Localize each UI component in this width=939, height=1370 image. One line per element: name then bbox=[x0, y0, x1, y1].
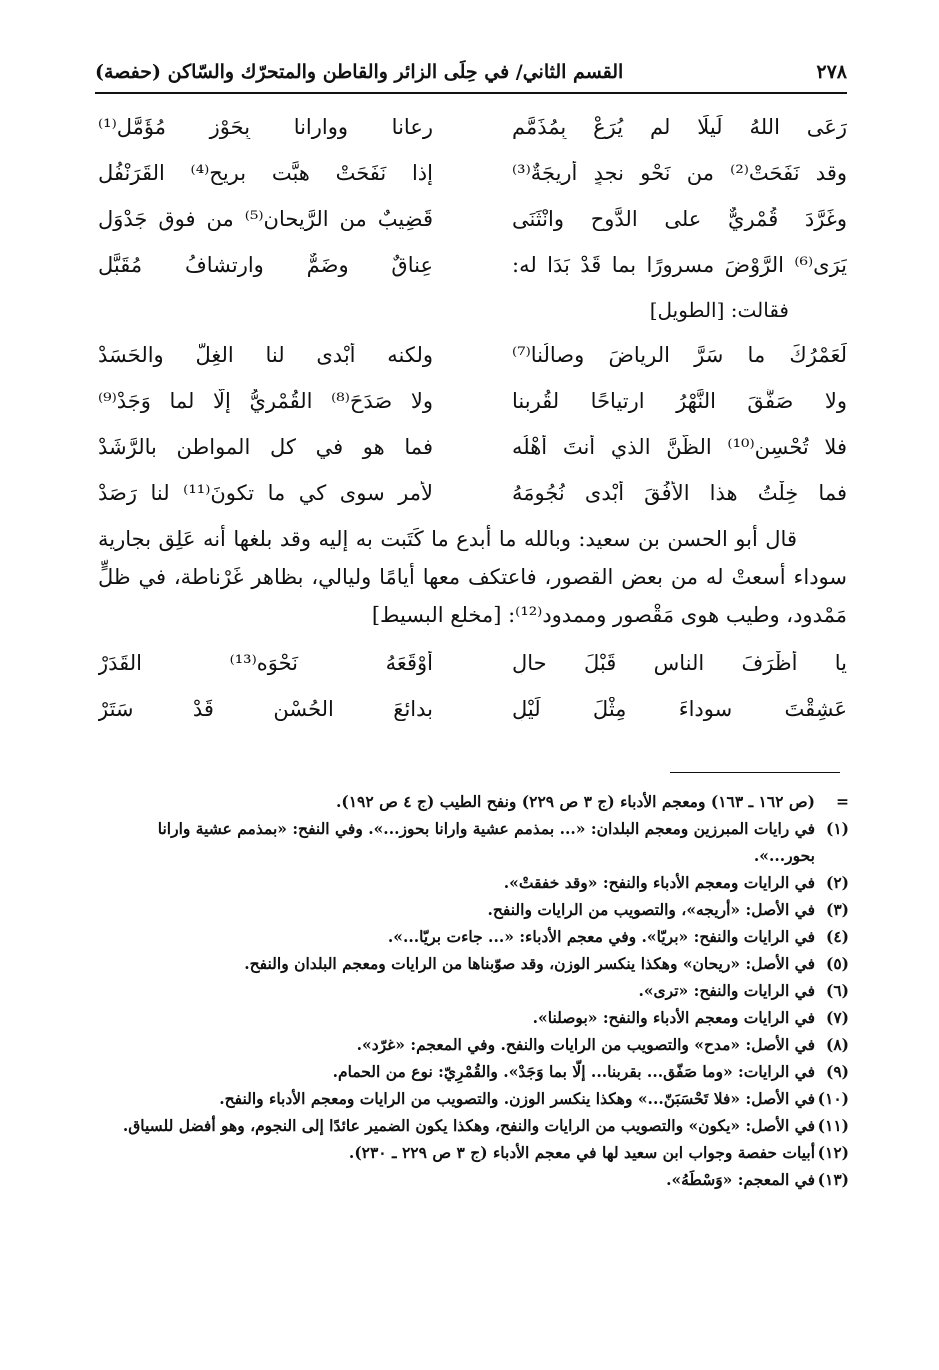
footnote-number: (٤) bbox=[825, 927, 849, 946]
footnote-text: في الأصل: «يكون» والتصويب من الرايات والنفح، وهكذا يكون الضمير عائدًا إلى النجوم، وهو أفضل للسياق. bbox=[122, 1116, 815, 1135]
footnote-number: (١٣) bbox=[817, 1170, 849, 1189]
footnote-text: في الرايات ومعجم الأدباء والنفح: «بوصلنا». bbox=[532, 1008, 815, 1027]
footnote-number: (٢) bbox=[825, 873, 849, 892]
hemistich-first: رَعَى اللهُ لَيلًا لم يُرَعْ بِمُذَمَّمِ bbox=[512, 115, 847, 139]
page-number: ٢٧٨ bbox=[816, 61, 847, 83]
poem-2 bbox=[98, 332, 847, 516]
footnote-number: (١٢) bbox=[817, 1143, 849, 1162]
verse-line bbox=[98, 640, 847, 686]
hemistich-first: وقد نَفَحَتْ⁽²⁾ من نَحْوِ نجدٍ أَرِيجَةٌ⁽³⁾ bbox=[512, 161, 847, 185]
footnote-text: في الأصل: «أريجه»، والتصويب من الرايات والنفح. bbox=[487, 900, 815, 919]
footnote-text: في الرايات والنفح: «بريّا». وفي معجم الأدباء: «... جاءت بريّا...». bbox=[387, 927, 815, 946]
footnote-number: (٦) bbox=[825, 981, 849, 1000]
verse-line bbox=[98, 150, 847, 196]
verse-line bbox=[98, 470, 847, 516]
footnote-rule bbox=[670, 772, 840, 773]
footnote-text: في رايات المبرزين ومعجم البلدان: «... بمذمم عشية وارانا بحوز...». وفي النفح: «بمذمم عشية وارانا بحور...». bbox=[157, 819, 815, 865]
footnote bbox=[100, 950, 849, 977]
footnote bbox=[100, 1004, 849, 1031]
footnote-number: (١٠) bbox=[817, 1089, 849, 1108]
prose-paragraph bbox=[98, 520, 847, 634]
footnote bbox=[100, 815, 849, 869]
footnote-number: (٣) bbox=[825, 900, 849, 919]
footnote bbox=[100, 1031, 849, 1058]
poem-1 bbox=[98, 104, 847, 288]
page-header bbox=[95, 52, 847, 92]
hemistich-second: رعانا ووارانا بِحَوْزِ مُؤَمَّلِ⁽¹⁾ bbox=[98, 115, 433, 139]
footnote bbox=[100, 1166, 849, 1193]
footnote bbox=[100, 788, 849, 815]
footnote-text: في الأصل: «ريحان» وهكذا ينكسر الوزن، وقد صوّبناها من الرايات ومعجم البلدان والنفح. bbox=[244, 954, 815, 973]
verse-line bbox=[98, 378, 847, 424]
footnote-text: في الأصل: «فلا تَحْسَبَنّ...» وهكذا ينكسر الوزن. والتصويب من الرايات ومعجم الأدباء والنفح. bbox=[219, 1089, 815, 1108]
footnote-text: في الأصل: «مدح» والتصويب من الرايات والنفح. وفي المعجم: «غرّد». bbox=[356, 1035, 815, 1054]
footnote-text: في المعجم: «وَسْطَهُ». bbox=[666, 1170, 815, 1189]
hemistich-first: لَعَمْرُكَ ما سَرَّ الرياضَ وِصالُنا⁽⁷⁾ bbox=[512, 343, 847, 367]
footnote-text: في الرايات ومعجم الأدباء والنفح: «وقد خفقتْ». bbox=[503, 873, 815, 892]
footnote bbox=[100, 923, 849, 950]
footnote-number: (١) bbox=[825, 819, 849, 838]
verse-line bbox=[98, 104, 847, 150]
verse-line bbox=[98, 424, 847, 470]
hemistich-second: أَوْقَعَهُ نَحْوَه⁽¹³⁾ القَدَرْ bbox=[98, 651, 433, 675]
verse-line bbox=[98, 332, 847, 378]
footnote bbox=[100, 1058, 849, 1085]
footnote-number: = bbox=[836, 792, 849, 811]
footnote-number: (٨) bbox=[825, 1035, 849, 1054]
footnote bbox=[100, 977, 849, 1004]
footnote bbox=[100, 896, 849, 923]
poem-3 bbox=[98, 640, 847, 732]
hemistich-second: ولكنه أَبْدى لنا الغِلَّ والحَسَدْ bbox=[98, 343, 433, 367]
footnote bbox=[100, 1139, 849, 1166]
footnote-number: (٥) bbox=[825, 954, 849, 973]
running-title: القسم الثاني/ في حِلَى الزائر والقاطن والمتحرّك والسّاكن (حفصة) bbox=[95, 61, 624, 83]
hemistich-second: إذا نَفَحَتْ هبَّت بريحِ⁽⁴⁾ القَرَنْفُلِ bbox=[98, 161, 433, 185]
hemistich-second: قَضِيبٌ من الرَّيحانِ⁽⁵⁾ من فوقِ جَدْوَلِ bbox=[98, 207, 433, 231]
footnote-number: (٧) bbox=[825, 1008, 849, 1027]
footnote-text: في الرايات والنفح: «ترى». bbox=[638, 981, 815, 1000]
hemistich-first: يا أَظْرَفَ الناسِ قَبْلَ حالٍ bbox=[512, 651, 847, 675]
verse-line bbox=[98, 686, 847, 732]
verse-line bbox=[98, 242, 847, 288]
hemistich-first: وغَرَّدَ قُمْرِيٌّ على الدَّوحِ وانْثَنَى bbox=[512, 207, 847, 231]
footnote bbox=[100, 1085, 849, 1112]
hemistich-second: ولا صَدَحَ⁽⁸⁾ القُمْرِيُّ إلَّا لما وَجَدْ⁽⁹⁾ bbox=[98, 389, 433, 413]
footnote-number: (٩) bbox=[825, 1062, 849, 1081]
meter-heading: فقالت: [الطويل] bbox=[649, 298, 789, 322]
paragraph-text: قال أبو الحسن بن سعيد: وبالله ما أبدع ما كَتَبت به إليه وقد بلغها أنه عَلِق بجارية سوداء أسعتْ له من بعض القصور، فاعتكف معها أيامًا وليالي، بظاهر غَرْناطة، في ظلٍّ مَمْدود، وطيب هوى مَقْصور وممدود⁽¹²⁾: [مخلع البسيط] bbox=[98, 527, 847, 627]
hemistich-first: يَرَى⁽⁶⁾ الرَّوْضَ مسرورًا بما قَدْ بَدَا له: bbox=[512, 253, 847, 277]
footnote bbox=[100, 869, 849, 896]
footnote-text: (ص ١٦٢ ـ ١٦٣) ومعجم الأدباء (ج ٣ ص ٢٢٩) ونفح الطيب (ج ٤ ص ١٩٢). bbox=[335, 792, 815, 811]
footnote bbox=[100, 1112, 849, 1139]
hemistich-second: بدائعَ الحُسْنِ قَدْ سَتَرْ bbox=[98, 697, 433, 721]
hemistich-second: فما هو في كل المواطن بالرَّشَدْ bbox=[98, 435, 433, 459]
hemistich-second: عِناقٌ وضَمٌّ وارتشافُ مُقَبَّلِ bbox=[98, 253, 433, 277]
footnotes bbox=[100, 788, 849, 1193]
footnote-text: أبيات حفصة وجواب ابن سعيد لها في معجم الأدباء (ج ٣ ص ٢٢٩ ـ ٢٣٠). bbox=[348, 1143, 815, 1162]
hemistich-first: فلا تُحْسِنِ⁽¹⁰⁾ الظَّنَّ الذي أنتَ أَهْلُه bbox=[512, 435, 847, 459]
footnote-text: في الرايات: «وما صَفّق... بقربنا... إلّا بما وَجَدْ». والقُمْرِيّ: نوع من الحمام. bbox=[332, 1062, 815, 1081]
footnote-number: (١١) bbox=[817, 1116, 849, 1135]
header-rule bbox=[95, 92, 847, 94]
hemistich-first: عَشِقْتَ سوداءَ مِثْلَ لَيْلٍ bbox=[512, 697, 847, 721]
hemistich-first: ولا صَفَّقَ النَّهْرُ ارتياحًا لقُربنا bbox=[512, 389, 847, 413]
verse-line bbox=[98, 196, 847, 242]
hemistich-second: لأمرٍ سوى كي ما تكونَ⁽¹¹⁾ لنا رَصَدْ bbox=[98, 481, 433, 505]
hemistich-first: فما خِلْتُ هذا الأُفُقَ أَبْدى نُجُومَهُ bbox=[512, 481, 847, 505]
